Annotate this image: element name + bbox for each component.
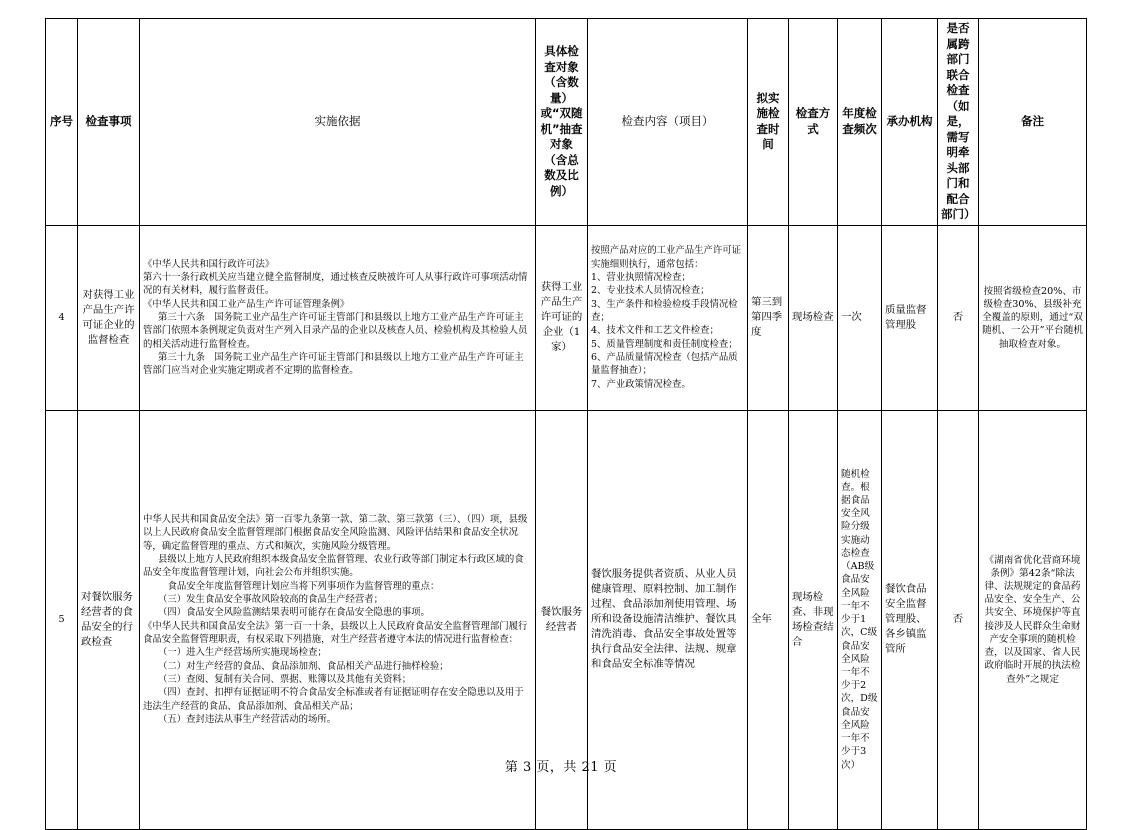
cell-method: 现场检查 (789, 225, 838, 410)
basis-line: 第六十一条行政机关应当建立健全监督制度，通过核查反映被许可人从事行政许可事项活动情况的有关材料，履行监督责任。 (143, 272, 528, 297)
cell-agency: 质量监督管理股 (882, 225, 938, 410)
basis-line: （四）食品安全风险监测结果表明可能存在食品安全隐患的事项。 (158, 607, 430, 619)
basis-line: 第三十六条 国务院工业产品生产许可证主管部门和县级以上地方工业产品生产许可证主管部门依照本条例规定负责对生产列入目录产品的企业以及核查人员、检验机构及其检验人员的相关活动进行监督检查。 (143, 312, 528, 350)
cell-method: 现场检查、非现场检查结合 (789, 410, 838, 829)
basis-line: （五）查封违法从事生产经营活动的场所。 (158, 714, 337, 726)
header-frequency: 年度检查频次 (838, 19, 882, 226)
cell-target: 获得工业产品生产许可证的企业（1家） (536, 225, 588, 410)
header-row (46, 19, 1087, 226)
header-time: 拟实施检查时间 (748, 19, 789, 226)
cell-basis (140, 225, 536, 410)
cell-seq: 5 (46, 410, 78, 829)
basis-line: （四）查封、扣押有证据证明不符合食品安全标准或者有证据证明存在安全隐患以及用于违法生产经营的食品、食品添加剂、食品相关产品； (143, 687, 524, 712)
cell-item: 对餐饮服务经营者的食品安全的行政检查 (78, 410, 140, 829)
page-number: 第 3 页，共 21 页 (504, 760, 618, 775)
header-remark: 备注 (979, 19, 1087, 226)
basis-line: （三）发生食品安全事故风险较高的食品生产经营者； (158, 594, 384, 606)
basis-line: （二）对生产经营的食品、食品添加剂、食品相关产品进行抽样检验； (158, 660, 449, 672)
header-seq: 序号 (46, 19, 78, 226)
basis-line: 第三十九条 国务院工业产品生产许可证主管部门和县级以上地方工业产品生产许可证主管部门应当对企业实施定期或者不定期的监督检查。 (143, 352, 524, 377)
cell-remark: 《湖南省优化营商环境条例》第42条“除法律、法规规定的食品药品安全、安全生产、公共安全、环境保护等直接涉及人民群众生命财产安全事项的随机检查，以及国家、省人民政府临时开展的执法检查外”之规定 (979, 410, 1087, 829)
header-target: 具体检查对象（含数量）或“双随机”抽查对象（含总数及比例） (536, 19, 588, 226)
basis-line: 中华人民共和国食品安全法》第一百零九条第一款、第二款、第三款第（三）、（四）项，县级以上人民政府食品安全监督管理部门根据食品安全风险监测、风险评估结果和食品安全状况等，确定监督管理的重点、方式和频次，实施风险分级管理。 (143, 513, 528, 552)
basis-line: （三）查阅、复制有关合同、票据、账簿以及其他有关资料； (158, 674, 412, 686)
content-line: 按照产品对应的工业产品生产许可证实施细则执行，通常包括： (591, 245, 742, 270)
header-agency: 承办机构 (882, 19, 938, 226)
content-line: 1、营业执照情况检查； (591, 272, 691, 283)
cell-content (588, 225, 748, 410)
basis-line: 《中华人民共和国食品安全法》第一百一十条，县级以上人民政府食品安全监督管理部门履行食品安全监督管理职责，有权采取下列措施，对生产经营者遵守本法的情况进行监督检查： (143, 620, 528, 646)
cell-time: 全年 (748, 410, 789, 829)
cell-seq: 4 (46, 225, 78, 410)
basis-line: 县级以上地方人民政府组织本级食品安全监督管理、农业行政等部门制定本行政区域的食品安全年度监督管理计划，向社会公布并组织实施。 (143, 553, 524, 579)
header-method: 检查方式 (789, 19, 838, 226)
content-line: 4、技术文件和工艺文件检查； (591, 325, 719, 337)
content-line: 3、生产条件和检验检疫手段情况检查； (591, 298, 738, 324)
header-basis: 实施依据 (140, 19, 536, 226)
header-content: 检查内容（项目） (588, 19, 748, 226)
cell-joint: 否 (938, 225, 979, 410)
cell-joint: 否 (938, 410, 979, 829)
cell-time: 第三到第四季度 (748, 225, 789, 410)
header-joint: 是否属跨部门联合检查（如是，需写明牵头部门和配合部门） (938, 19, 979, 226)
cell-target: 餐饮服务经营者 (536, 410, 588, 829)
cell-content: 餐饮服务提供者资质、从业人员健康管理、原料控制、加工制作过程、食品添加剂使用管理、场所和设备设施清洁维护、餐饮具清洗消毒、食品安全事故处置等执行食品安全法律、法规、规章和食品安全标准等情况 (588, 410, 748, 829)
cell-agency: 餐饮食品安全监督管理股、各乡镇监管所 (882, 410, 938, 829)
content-line: 5、质量管理制度和责任制度检查； (591, 338, 738, 350)
cell-frequency: 一次 (838, 225, 882, 410)
content-line: 6、产品质量情况检查（包括产品质量监督抽查）； (591, 352, 738, 377)
table-row (46, 225, 1087, 410)
content-line: 2、专业技术人员情况检查； (591, 285, 710, 297)
basis-line: （一）进入生产经营场所实施现场检查； (158, 647, 327, 659)
basis-line: 《中华人民共和国工业产品生产许可证管理条例》 (143, 298, 350, 310)
content-line: 7、产业政策情况检查。 (591, 378, 691, 390)
cell-remark: 按照省级检查20%、市级检查30%、县级补充全覆盖的原则，通过“双随机、一公开”平台随机抽取检查对象。 (979, 225, 1087, 410)
basis-line: 食品安全年度监督管理计划应当将下列事项作为监督管理的重点： (167, 580, 440, 592)
inspection-table (45, 18, 1087, 830)
header-item: 检查事项 (78, 19, 140, 226)
basis-line: 《中华人民共和国行政许可法》 (143, 258, 275, 270)
cell-frequency: 随机检查。根据食品安全风险分级实施动态检查（AB级食品安全风险一年不少于1次，C级食品安全风险一年不少于2次，D级食品安全风险一年不少于3次） (838, 410, 882, 829)
cell-item: 对获得工业产品生产许可证企业的监督检查 (78, 225, 140, 410)
